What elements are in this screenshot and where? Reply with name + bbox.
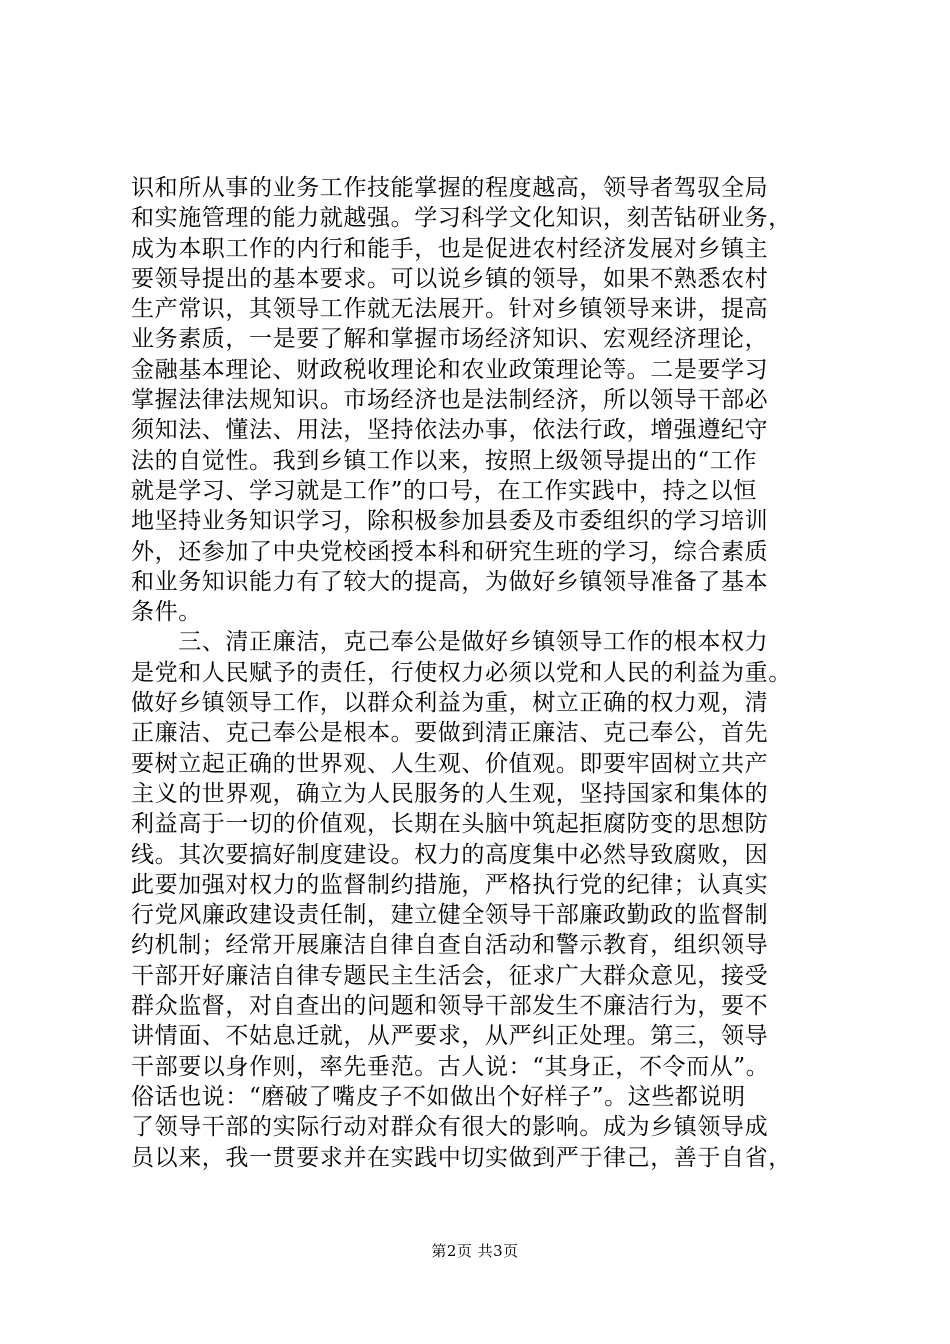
text-line: 掌握法律法规知识。市场经济也是法制经济，所以领导干部必 — [131, 387, 769, 414]
text-line: 讲情面、不姑息迁就，从严要求，从严纠正处理。第三，领导 — [131, 1023, 769, 1050]
text-line: 业务素质，一是要了解和掌握市场经济知识、宏观经济理论， — [131, 326, 769, 353]
text-line: 成为本职工作的内行和能手，也是促进农村经济发展对乡镇主 — [131, 235, 769, 262]
text-line: 法的自觉性。我到乡镇工作以来，按照上级领导提出的“工作 — [131, 447, 757, 474]
text-line: 生产常识，其领导工作就无法展开。针对乡镇领导来讲，提高 — [131, 296, 769, 323]
text-line: 干部要以身作则，率先垂范。古人说：“其身正，不令而从”。 — [131, 1053, 770, 1080]
page-footer — [0, 1240, 950, 1261]
text-line: 主义的世界观，确立为人民服务的人生观，坚持国家和集体的 — [131, 780, 769, 807]
text-line: 正廉洁、克己奉公是根本。要做到清正廉洁、克己奉公，首先 — [131, 720, 769, 747]
text-line: 线。其次要搞好制度建设。权力的高度集中必然导致腐败，因 — [131, 841, 769, 868]
text-line: 是党和人民赋予的责任，行使权力必须以党和人民的利益为重。 — [131, 659, 792, 686]
text-line: 员以来，我一贯要求并在实践中切实做到严于律己，善于自省， — [131, 1144, 792, 1171]
text-line: 就是学习、学习就是工作”的口号，在工作实践中，持之以恒 — [131, 477, 757, 504]
text-line: 此要加强对权力的监督制约措施，严格执行党的纪律；认真实 — [131, 871, 769, 898]
text-line: 和业务知识能力有了较大的提高，为做好乡镇领导准备了基本 — [131, 568, 769, 595]
text-line: 约机制；经常开展廉洁自律自查自活动和警示教育，组织领导 — [131, 932, 769, 959]
text-line: 利益高于一切的价值观，长期在头脑中筑起拒腐防变的思想防 — [131, 811, 769, 838]
text-line: 条件。 — [131, 599, 202, 626]
text-line: 金融基本理论、财政税收理论和农业政策理论等。二是要学习 — [131, 356, 769, 383]
body-text — [131, 173, 851, 1173]
text-line: 和实施管理的能力就越强。学习科学文化知识，刻苦钻研业务， — [131, 205, 792, 232]
text-line: 干部开好廉洁自律专题民主生活会，征求广大群众意见，接受 — [131, 962, 769, 989]
text-line: 须知法、懂法、用法，坚持依法办事，依法行政，增强遵纪守 — [131, 417, 769, 444]
text-line: 要领导提出的基本要求。可以说乡镇的领导，如果不熟悉农村 — [131, 265, 769, 292]
page-number: 第2页 共3页 — [431, 1242, 519, 1260]
text-line: 识和所从事的业务工作技能掌握的程度越高，领导者驾驭全局 — [131, 175, 769, 201]
text-line: 做好乡镇领导工作，以群众利益为重，树立正确的权力观，清 — [131, 690, 769, 717]
text-line: 了领导干部的实际行动对群众有很大的影响。成为乡镇领导成 — [131, 1114, 769, 1141]
text-line: 地坚持业务知识学习，除积极参加县委及市委组织的学习培训 — [131, 508, 769, 535]
text-line: 俗话也说：“磨破了嘴皮子不如做出个好样子”。这些都说明 — [131, 1083, 746, 1110]
text-line: 行党风廉政建设责任制，建立健全领导干部廉政勤政的监督制 — [131, 902, 769, 929]
text-line: 外，还参加了中央党校函授本科和研究生班的学习，综合素质 — [131, 538, 769, 565]
section-heading-line: 三、清正廉洁，克己奉公是做好乡镇领导工作的根本权力 — [131, 629, 769, 656]
text-line: 要树立起正确的世界观、人生观、价值观。即要牢固树立共产 — [131, 750, 769, 777]
text-line: 群众监督，对自查出的问题和领导干部发生不廉洁行为，要不 — [131, 993, 769, 1020]
